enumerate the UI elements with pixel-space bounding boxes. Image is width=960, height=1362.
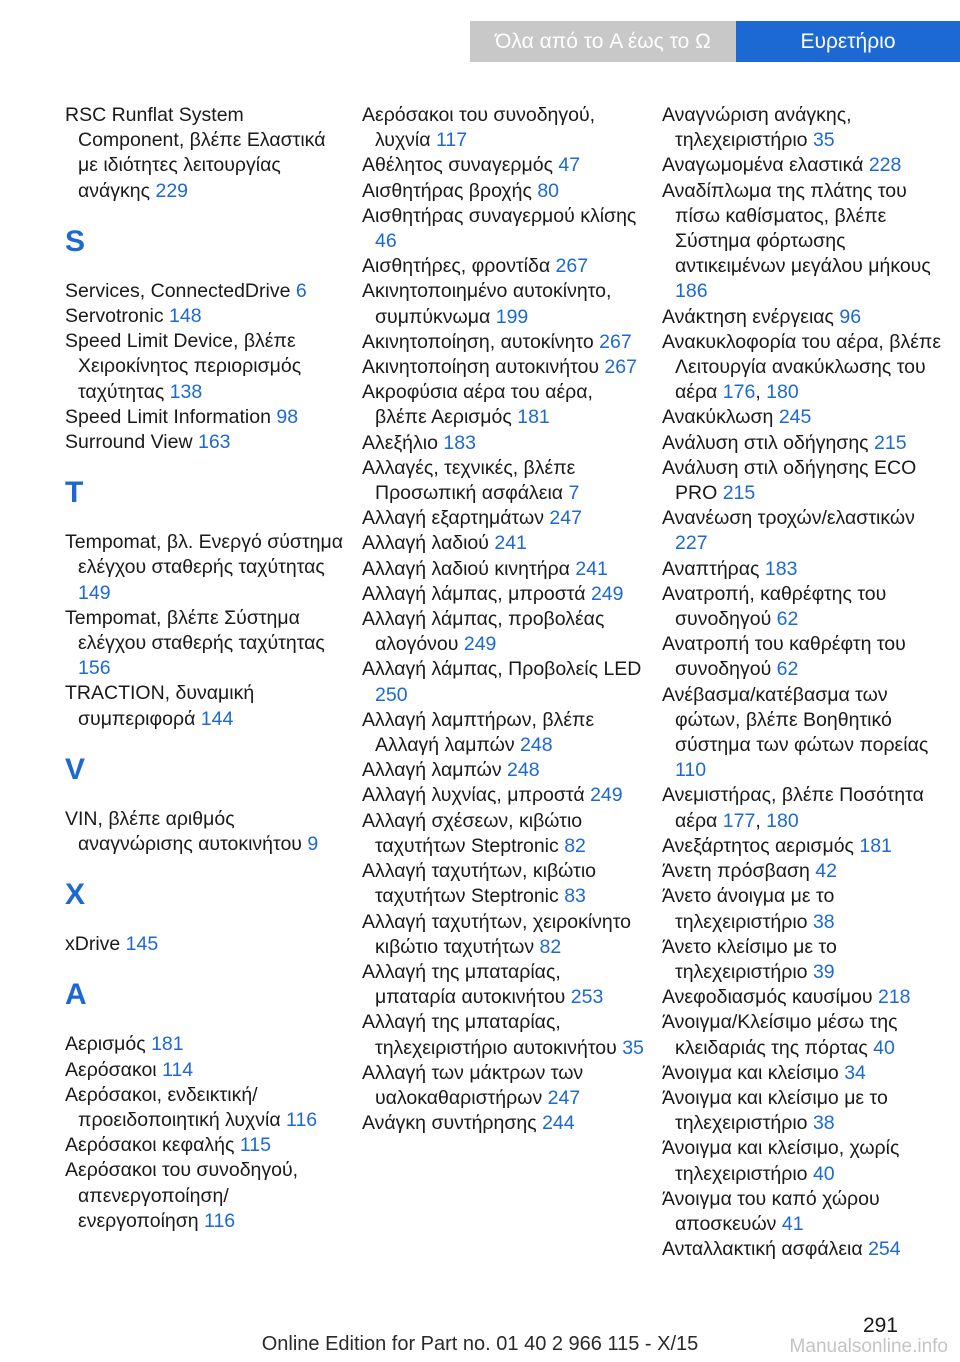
index-entry — [362, 557, 647, 582]
index-letter-heading: T — [65, 476, 84, 510]
index-entry-text: xDrive — [65, 933, 126, 956]
index-entry-text: Αναπτήρας — [662, 557, 765, 580]
index-entry — [362, 1061, 647, 1111]
index-entry-text: Tempomat, βλ. Ενεργό σύστημα ελέγχου σταθερής ταχύτητας — [65, 531, 344, 579]
index-entry — [362, 607, 647, 657]
index-entry-text: Ανακύκλωση — [662, 406, 779, 429]
index-entry-text: Ανατροπή, καθρέφτης του συνοδηγού — [662, 582, 887, 631]
index-entry-text: Αλλαγή της μπαταρίας, μπαταρία αυτοκινήτου — [362, 960, 571, 1009]
page-link[interactable]: 254 — [868, 1238, 901, 1261]
index-entry — [362, 582, 647, 607]
index-entry — [362, 960, 647, 1010]
page-link[interactable]: 249 — [463, 633, 497, 656]
index-entry-text: Αλλαγή λάμπας, Προβολείς LED — [362, 658, 642, 681]
page-link[interactable]: 249 — [590, 784, 623, 807]
index-column-1 — [65, 103, 345, 1234]
index-entry-text: Ανανέωση τροχών/ελαστικών — [662, 507, 915, 530]
index-entry-text: Αναδίπλωμα της πλάτης του πίσω καθίσματος, βλέπε Σύστημα φόρτωσης αντικειμένων μεγάλου μήκους — [662, 179, 931, 278]
index-entry — [662, 103, 952, 153]
index-entry-text: Άνοιγμα/Κλείσιμο μέσω της κλειδαριάς της πόρτας — [662, 1011, 898, 1059]
page-link[interactable]: 96 — [839, 305, 862, 328]
index-entry-text: RSC Runflat System Component, βλέπε Ελαστικά με ιδιότητες λειτουργίας ανάγκης — [65, 104, 326, 202]
page-link[interactable]: 215 — [722, 482, 756, 505]
index-entry — [662, 683, 952, 784]
page-link[interactable]: 62 — [776, 608, 799, 631]
index-entry-text: Surround View — [65, 431, 198, 454]
index-entry — [662, 405, 952, 430]
index-entry-text: Αερόσακοι κεφαλής — [65, 1134, 240, 1157]
index-entry — [662, 431, 952, 456]
page-link[interactable]: 9 — [307, 833, 319, 856]
index-letter-heading: V — [65, 752, 86, 786]
index-entry-text: Αλλαγή ταχυτήτων, χειροκίνητο κιβώτιο ταχυτήτων — [362, 910, 632, 958]
index-entry — [662, 859, 952, 884]
page-link[interactable]: 183 — [764, 557, 798, 580]
index-entry-text: Αισθητήρας συναγερμού κλίσης — [362, 204, 637, 227]
page-link[interactable]: 180 — [766, 381, 799, 404]
index-letter-heading: Α — [65, 978, 87, 1012]
page-link[interactable]: 149 — [78, 581, 111, 604]
index-entry-text: Αλεξήλιο — [362, 431, 444, 454]
index-entry-text: Αλλαγή λαμπτήρων, βλέπε Αλλαγή λαμπών — [362, 708, 595, 757]
index-entry-text: Ακινητοποιημένο αυτοκίνητο, συμπύκνωμα — [362, 280, 612, 328]
edition-footer: Online Edition for Part no. 01 40 2 966 115 - X/15 — [261, 1333, 699, 1355]
page-link[interactable]: 34 — [844, 1061, 866, 1084]
index-entry-text: Servotronic — [65, 305, 170, 328]
index-entry — [65, 430, 345, 455]
page-separator: , — [755, 809, 767, 832]
index-letter-heading: S — [65, 224, 86, 258]
page-header — [0, 0, 960, 62]
index-entry-text: Αερόσακοι του συνοδηγού, λυχνία — [362, 104, 596, 152]
page-link[interactable]: 247 — [549, 507, 582, 530]
index-entry-text: Αλλαγή λυχνίας, μπροστά — [362, 784, 591, 807]
index-entry — [362, 910, 647, 960]
index-letter-heading: X — [65, 878, 86, 912]
index-entry — [362, 506, 647, 531]
index-entry-text: Άνετη πρόσβαση — [662, 860, 816, 883]
index-entry — [662, 1061, 952, 1086]
page-link[interactable]: 35 — [812, 129, 835, 152]
index-entry-text: Άνοιγμα και κλείσιμο, χωρίς τηλεχειριστήριο — [662, 1137, 900, 1185]
index-entry-text: Ακινητοποίηση, αυτοκίνητο — [362, 330, 600, 353]
index-entry — [362, 431, 647, 456]
index-entry — [662, 1010, 952, 1060]
index-entry — [662, 985, 952, 1010]
page-link[interactable]: 267 — [599, 330, 632, 353]
index-entry — [662, 153, 952, 178]
index-entry — [65, 1158, 345, 1234]
page-link[interactable]: 144 — [200, 707, 234, 730]
page-link[interactable]: 80 — [537, 179, 560, 202]
index-entry — [362, 380, 647, 430]
index-entry-text: Άνοιγμα του καπό χώρου αποσκευών — [662, 1187, 880, 1235]
index-entry-text: Αλλαγή λάμπας, προβολέας αλογόνου — [362, 608, 605, 656]
page-link[interactable]: 82 — [564, 834, 586, 857]
index-entry-text: Ανταλλακτική ασφάλεια — [662, 1238, 869, 1261]
index-entry — [65, 1058, 345, 1083]
page-link[interactable]: 145 — [125, 933, 159, 956]
page-link[interactable]: 62 — [776, 658, 799, 681]
page-link[interactable]: 6 — [295, 279, 307, 302]
page-link[interactable]: 110 — [675, 759, 707, 782]
page-link[interactable]: 267 — [604, 356, 637, 379]
index-entry — [65, 304, 345, 329]
index-entry — [662, 179, 952, 305]
index-entry — [65, 1133, 345, 1158]
index-entry — [362, 204, 647, 254]
index-entry-text: Tempomat, βλέπε Σύστημα ελέγχου σταθερής ταχύτητας — [65, 606, 325, 655]
index-entry-text: Αλλαγή ταχυτήτων, κιβώτιο ταχυτήτων Steptronic — [362, 860, 597, 908]
index-entry — [662, 506, 952, 556]
index-entry-text: Αλλαγές, τεχνικές, βλέπε Προσωπική ασφάλεια — [362, 456, 576, 505]
index-entry — [362, 330, 647, 355]
index-entry — [362, 153, 647, 178]
page-link[interactable]: 38 — [812, 1112, 835, 1135]
index-entry — [362, 1111, 647, 1136]
page-link[interactable]: 181 — [859, 834, 892, 857]
page-link[interactable]: 248 — [507, 759, 540, 782]
index-entry — [362, 783, 647, 808]
index-entry — [362, 1010, 647, 1060]
index-entry — [662, 557, 952, 582]
index-column-3 — [662, 103, 952, 1262]
index-entry — [65, 1032, 345, 1057]
page-link[interactable]: 46 — [375, 230, 397, 253]
page-link[interactable]: 215 — [874, 431, 907, 454]
index-entry — [362, 758, 647, 783]
page-link[interactable]: 41 — [781, 1212, 804, 1235]
page-link[interactable]: 47 — [558, 154, 581, 177]
index-entry-text: Ανάλυση στιλ οδήγησης — [662, 431, 874, 454]
index-entry-text: Άνοιγμα και κλείσιμο — [662, 1061, 845, 1084]
page-link[interactable]: 180 — [766, 809, 799, 832]
index-entry-text: Αισθητήρες, φροντίδα — [362, 255, 556, 278]
index-entry — [662, 1237, 952, 1262]
index-entry — [65, 606, 345, 682]
page-link[interactable]: 229 — [155, 179, 189, 202]
page-link[interactable]: 241 — [494, 532, 527, 555]
index-entry — [662, 1136, 952, 1186]
index-entry-text: Ανεμιστήρας, βλέπε Ποσότητα αέρα — [662, 784, 924, 832]
section-title: Όλα από το A έως το Ω — [470, 21, 736, 62]
index-entry-text: Αλλαγή λαμπών — [362, 759, 508, 782]
index-entry — [362, 279, 647, 329]
index-entry-text: Αναγνώριση ανάγκης, τηλεχειριστήριο — [662, 104, 852, 152]
index-entry — [65, 1083, 345, 1133]
index-column-2 — [362, 103, 647, 1136]
page-link[interactable]: 181 — [517, 406, 550, 429]
index-entry-text: Ανάγκη συντήρησης — [362, 1112, 543, 1135]
page-link[interactable]: 115 — [239, 1134, 271, 1157]
page-separator: , — [755, 381, 767, 404]
index-entry-text: Ανατροπή του καθρέφτη του συνοδηγού — [662, 633, 906, 681]
index-entry — [662, 1187, 952, 1237]
index-entry — [662, 330, 952, 406]
index-entry-text: Speed Limit Device, βλέπε Χειροκίνητος περιορισμός ταχύτητας — [65, 330, 302, 403]
index-entry — [362, 708, 647, 758]
index-entry-text: Άνετο κλείσιμο με το τηλεχειριστήριο — [662, 935, 837, 983]
tab-index[interactable]: Ευρετήριο — [736, 21, 960, 62]
page-link[interactable]: 148 — [169, 305, 202, 328]
index-entry — [65, 329, 345, 405]
index-entry — [65, 807, 345, 857]
index-entry — [662, 834, 952, 859]
page-link[interactable]: 40 — [812, 1162, 835, 1185]
page-link[interactable]: 83 — [564, 885, 586, 908]
index-entry — [362, 254, 647, 279]
index-entry-text: Ανάκτηση ενέργειας — [662, 305, 840, 328]
index-entry-text: Ανέβασμα/κατέβασμα των φώτων, βλέπε Βοηθητικό σύστημα των φώτων πορείας — [662, 683, 929, 757]
page-link[interactable]: 42 — [815, 860, 837, 883]
page-link[interactable]: 114 — [162, 1058, 194, 1081]
index-entry-text: Αερόσακοι του συνοδηγού, απενεργοποίηση/ενεργοποίηση — [65, 1159, 299, 1232]
index-entry — [362, 859, 647, 909]
index-entry-text: VIN, βλέπε αριθμός αναγνώρισης αυτοκινήτου — [65, 807, 308, 856]
page-link[interactable]: 163 — [197, 431, 231, 454]
index-entry — [362, 531, 647, 556]
index-entry-text: Αισθητήρας βροχής — [362, 179, 538, 202]
index-entry — [662, 305, 952, 330]
page-link[interactable]: 176 — [722, 381, 756, 404]
page-link[interactable]: 249 — [590, 582, 624, 605]
index-entry — [362, 809, 647, 859]
page-link[interactable]: 117 — [435, 129, 468, 152]
index-entry — [662, 884, 952, 934]
index-entry-text: Ανεφοδιασμός καυσίμου — [662, 986, 878, 1009]
index-entry-text: Αλλαγή λάμπας, μπροστά — [362, 582, 591, 605]
page-link[interactable]: 248 — [520, 734, 553, 757]
index-entry-text: Αερόσακοι, ενδεικτική/προειδοποιητική λυχνία — [65, 1083, 287, 1132]
index-entry-text: Άνοιγμα και κλείσιμο με το τηλεχειριστήριο — [662, 1086, 888, 1135]
index-entry — [362, 103, 647, 153]
page-link[interactable]: 227 — [675, 532, 708, 555]
index-entry-text: Services, ConnectedDrive — [65, 279, 296, 302]
page-link[interactable]: 241 — [575, 557, 608, 580]
page-link[interactable]: 228 — [868, 154, 902, 177]
index-entry — [362, 355, 647, 380]
index-entry-text: Άνετο άνοιγμα με το τηλεχειριστήριο — [662, 885, 835, 933]
index-entry — [65, 681, 345, 731]
page-link[interactable]: 82 — [539, 935, 562, 958]
index-entry-text: Αναγωμομένα ελαστικά — [662, 154, 869, 177]
index-entry — [662, 456, 952, 506]
index-entry-text: Ανεξάρτητος αερισμός — [662, 834, 860, 857]
index-entry — [65, 279, 345, 304]
index-entry — [662, 935, 952, 985]
page-link[interactable]: 39 — [812, 960, 835, 983]
page-link[interactable]: 245 — [778, 406, 812, 429]
index-entry — [662, 783, 952, 833]
index-entry-text: Ανακυκλοφορία του αέρα, βλέπε Λειτουργία ανακύκλωσης του αέρα — [662, 330, 942, 404]
index-entry-text: Αθέλητος συναγερμός — [362, 154, 559, 177]
index-entry — [662, 632, 952, 682]
index-entry-text: Αερισμός — [65, 1033, 152, 1056]
page-link[interactable]: 156 — [78, 657, 111, 680]
index-entry-text: Αλλαγή εξαρτημάτων — [362, 507, 550, 530]
index-entry-text: Αλλαγή σχέσεων, κιβώτιο ταχυτήτων Steptronic — [362, 809, 583, 857]
index-entry-text: Ανάλυση στιλ οδήγησης ECO PRO — [662, 456, 917, 505]
index-entry-text: Αλλαγή λαδιού κινητήρα — [362, 557, 576, 580]
index-entry — [362, 456, 647, 506]
page-link[interactable]: 35 — [622, 1036, 644, 1059]
index-entry — [65, 103, 345, 204]
page-link[interactable]: 40 — [873, 1036, 895, 1059]
index-entry — [65, 405, 345, 430]
index-entry-text: Αλλαγή της μπαταρίας, τηλεχειριστήριο αυτοκινήτου — [362, 1011, 623, 1059]
page-link[interactable]: 116 — [286, 1109, 318, 1132]
page-link[interactable]: 7 — [568, 482, 580, 505]
page-link[interactable]: 186 — [675, 280, 708, 303]
page-link[interactable]: 38 — [812, 910, 835, 933]
page-link[interactable]: 177 — [722, 809, 756, 832]
page-link[interactable]: 183 — [443, 431, 476, 454]
index-entry-text: Speed Limit Information — [65, 405, 277, 428]
page-link[interactable]: 244 — [542, 1112, 575, 1135]
index-entry — [362, 179, 647, 204]
page-link[interactable]: 116 — [204, 1209, 236, 1232]
page-link[interactable]: 181 — [151, 1033, 184, 1056]
index-entry-text: Ακινητοποίηση αυτοκινήτου — [362, 356, 605, 379]
index-entry — [65, 530, 345, 606]
page-link[interactable]: 98 — [276, 405, 299, 428]
index-entry — [662, 1086, 952, 1136]
index-entry-text: TRACTION, δυναμική συμπεριφορά — [65, 682, 255, 730]
page-link[interactable]: 253 — [570, 986, 604, 1009]
index-entry-text: Αερόσακοι — [65, 1058, 163, 1081]
page-link[interactable]: 138 — [169, 380, 203, 403]
page-link[interactable]: 247 — [547, 1086, 581, 1109]
page-link[interactable]: 218 — [877, 986, 911, 1009]
page-link[interactable]: 199 — [495, 305, 529, 328]
index-entry — [362, 657, 647, 707]
index-entry-text: Αλλαγή των μάκτρων των υαλοκαθαριστήρων — [362, 1061, 584, 1109]
page-number: 291 — [862, 1314, 898, 1337]
index-entry-text: Αλλαγή λαδιού — [362, 532, 495, 555]
index-entry-text: Ακροφύσια αέρα του αέρα, βλέπε Αερισμός — [362, 381, 593, 429]
index-entry — [65, 932, 345, 957]
watermark: Manualsonline.info — [789, 1336, 948, 1357]
page-link[interactable]: 250 — [375, 683, 408, 706]
page-link[interactable]: 267 — [555, 255, 589, 278]
index-entry — [662, 582, 952, 632]
